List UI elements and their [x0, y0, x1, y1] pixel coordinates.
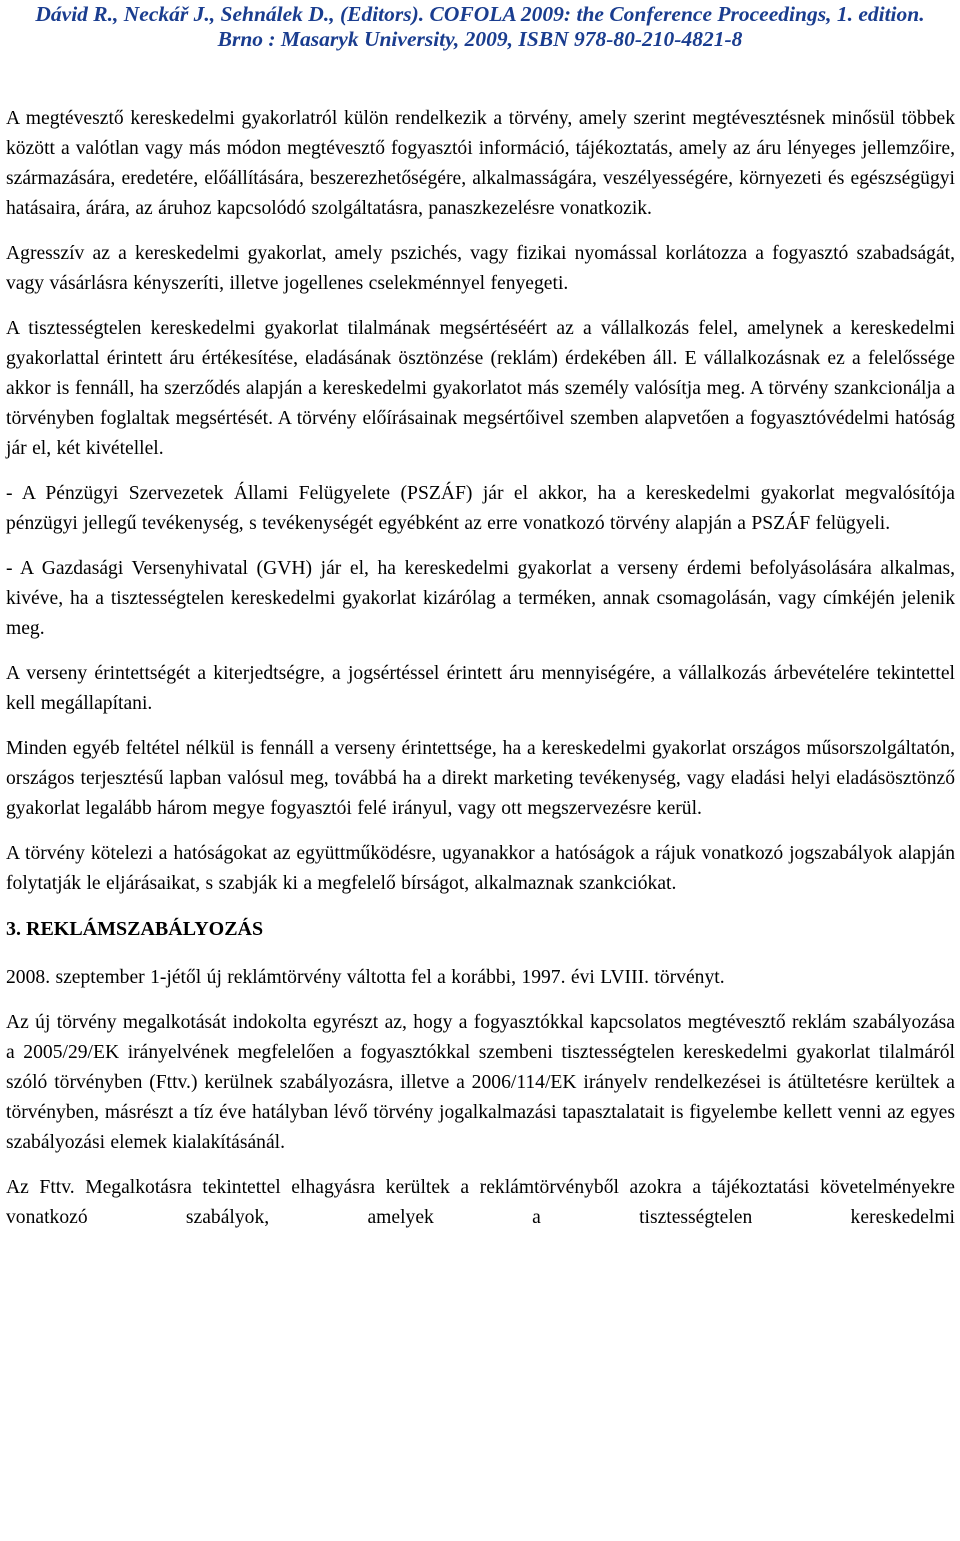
- header-citation: Dávid R., Neckář J., Sehnálek D., (Editors). COFOLA 2009: the Conference Proceedings, 1. edition.: [35, 2, 925, 26]
- paragraph: - A Gazdasági Versenyhivatal (GVH) jár el, ha kereskedelmi gyakorlat a verseny érdemi befolyásolására alkalmas, kivéve, ha a tisztességtelen kereskedelmi gyakorlat kizárólag a terméken, annak csomagolásán, vagy címkéjén jelenik meg.: [6, 558, 955, 639]
- paragraph: Minden egyéb feltétel nélkül is fennáll a verseny érintettsége, ha a kereskedelmi gyakorlat országos műsorszolgáltatón, országos terjesztésű lapban valósul meg, továbbá ha a direkt marketing tevékenység, vagy eladási helyi eladásösztönző gyakorlat legalább három megye fogyasztói felé irányul, vagy ott megszervezésre kerül.: [6, 738, 955, 819]
- header-publisher: Brno : Masaryk University, 2009, ISBN 978-80-210-4821-8: [217, 27, 743, 51]
- section-heading: 3. REKLÁMSZABÁLYOZÁS: [6, 918, 264, 940]
- paragraph: 2008. szeptember 1-jétől új reklámtörvény váltotta fel a korábbi, 1997. évi LVIII. törvényt.: [6, 967, 725, 988]
- page-header: [0, 2, 960, 52]
- paragraph: A törvény kötelezi a hatóságokat az együttműködésre, ugyanakkor a hatóságok a rájuk vonatkozó jogszabályok alapján folytatják le eljárásaikat, s szabják ki a megfelelő bírságot, alkalmaznak szankciókat.: [6, 843, 955, 894]
- paragraph: Agresszív az a kereskedelmi gyakorlat, amely pszichés, vagy fizikai nyomással korlátozza a fogyasztó szabadságát, vagy vásárlásra kényszeríti, illetve jogellenes cselekménnyel fenyegeti.: [6, 243, 955, 294]
- paragraph: A tisztességtelen kereskedelmi gyakorlat tilalmának megsértéséért az a vállalkozás felel, amelynek a kereskedelmi gyakorlattal érintett áru értékesítése, eladásának ösztönzése (reklám) érdekében áll. E vállalkozásnak ez a felelőssége akkor is fennáll, ha szerződés alapján a kereskedelmi gyakorlatot más személy valósítja meg. A törvény szankcionálja a törvényben foglaltak megsértését. A törvény előírásainak megsértőivel szemben alapvetően a fogyasztóvédelmi hatóság jár el, két kivétellel.: [6, 318, 955, 459]
- paragraph: - A Pénzügyi Szervezetek Állami Felügyelete (PSZÁF) jár el akkor, ha a kereskedelmi gyakorlat megvalósítója pénzügyi jellegű tevékenység, s tevékenységét egyébként az erre vonatkozó törvény alapján a PSZÁF felügyeli.: [6, 483, 955, 534]
- paragraph: Az új törvény megalkotását indokolta egyrészt az, hogy a fogyasztókkal kapcsolatos megtévesztő reklám szabályozása a 2005/29/EK irányelvének megfelelően a fogyasztókkal szembeni tisztességtelen kereskedelmi gyakorlat tilalmáról szóló törvényben (Fttv.) kerülnek szabályozásra, illetve a 2006/114/EK irányelv rendelkezései is átültetésre kerültek a törvényben, másrészt a tíz éve hatályban lévő törvény jogalkalmazási tapasztalatait is figyelembe kellett venni az egyes szabályozási elemek kialakításánál.: [6, 1012, 955, 1153]
- paragraph: A megtévesztő kereskedelmi gyakorlatról külön rendelkezik a törvény, amely szerint megtévesztésnek minősül többek között a valótlan vagy más módon megtévesztő fogyasztói információ, tájékoztatás, amely az áru lényeges jellemzőire, származására, eredetére, előállítására, beszerezhetőségére, alkalmasságára, veszélyességére, környezeti és egészségügyi hatásaira, árára, az áruhoz kapcsolódó szolgáltatásra, panaszkezelésre vonatkozik.: [6, 108, 955, 219]
- paragraph: A verseny érintettségét a kiterjedtségre, a jogsértéssel érintett áru mennyiségére, a vállalkozás árbevételére tekintettel kell megállapítani.: [6, 663, 955, 714]
- document-body: [6, 104, 955, 1233]
- paragraph: Az Fttv. Megalkotásra tekintettel elhagyásra kerültek a reklámtörvényből azokra a tájékoztatási követelményekre vonatkozó szabályok, amelyek a tisztességtelen kereskedelmi: [6, 1177, 955, 1228]
